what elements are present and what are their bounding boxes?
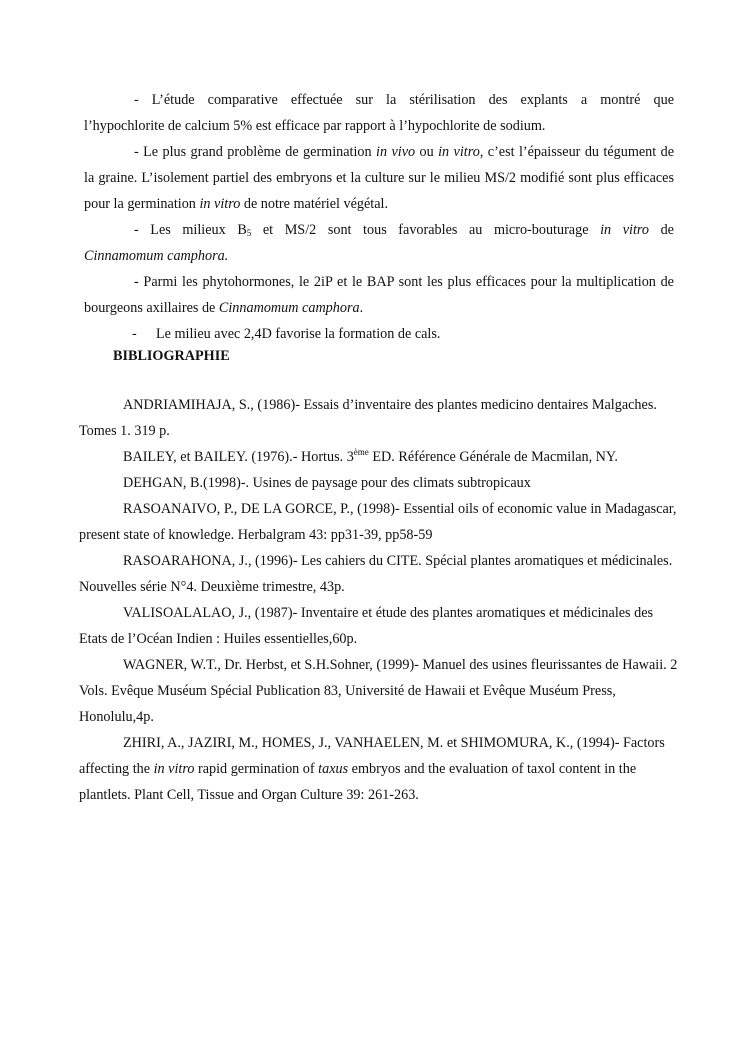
conclusion-text: de: [649, 222, 674, 238]
species-name: Cinnamomum camphora.: [84, 248, 229, 264]
reference-text: rapid germination of: [194, 761, 319, 777]
subscript: 5: [246, 228, 252, 238]
italic-term: in vitro: [153, 761, 195, 777]
italic-term: in vitro: [438, 144, 480, 160]
reference-entry: VALISOALALAO, J., (1987)- Inventaire et étude des plantes aromatiques et médicinales des Etats de l’Océan Indien : Huiles essentielles,60p.: [79, 605, 654, 647]
conclusion-text: , c’est l’épaisseur du tégument de la graine. L’isolement partiel des embryons et la culture sur le milieu MS/2 modifié sont plus efficaces pour la germination: [84, 144, 674, 212]
conclusion-sterilisation-line2: [84, 113, 674, 139]
conclusion-media-line2: [84, 243, 674, 269]
italic-term: taxus: [318, 761, 349, 777]
reference-entry: [79, 444, 679, 470]
bibliography-list: [79, 392, 679, 808]
conclusion-text: de notre matériel végétal.: [240, 196, 389, 212]
reference-text: ZHIRI, A., JAZIRI, M., HOMES, J., VANHAELEN, M. et SHIMOMURA, K., (1994)- Factors affecting the: [79, 735, 665, 777]
conclusion-text: - L’étude comparative effectuée sur la stérilisation des explants a montré que: [134, 92, 674, 108]
conclusion-text: - Parmi les phytohormones, le 2iP et le BAP sont les plus efficaces pour la multiplication de bourgeons axillaires de: [84, 274, 674, 316]
reference-text: embryos and the evaluation of taxol content in the plantlets. Plant Cell, Tissue and Organ Culture 39: 261-263.: [79, 761, 637, 803]
superscript: ème: [353, 447, 369, 457]
conclusion-text: et MS/2 sont tous favorables au micro-bouturage: [251, 222, 601, 238]
conclusion-phytohormones: [84, 269, 674, 321]
reference-entry: RASOARAHONA, J., (1996)- Les cahiers du CITE. Spécial plantes aromatiques et médicinales. Nouvelles série N°4. Deuxième trimestre, 43p.: [79, 553, 673, 595]
italic-term: in vivo: [376, 144, 416, 160]
reference-entry: ANDRIAMIHAJA, S., (1986)- Essais d’inventaire des plantes medicino dentaires Malgaches. Tomes 1. 319 p.: [79, 397, 657, 439]
conclusion-media-line1: [84, 217, 674, 243]
conclusion-text: - Les milieux B: [134, 222, 247, 238]
conclusion-text: Le milieu avec 2,4D favorise la formation de cals.: [156, 326, 441, 342]
bibliography-heading: BIBLIOGRAPHIE: [113, 348, 230, 364]
conclusion-germination: [84, 139, 674, 217]
conclusions-section: [84, 87, 674, 347]
italic-term: in vitro: [600, 222, 649, 238]
conclusion-sterilisation-line1: [84, 87, 674, 113]
bullet-dash: -: [132, 326, 137, 342]
reference-entry: WAGNER, W.T., Dr. Herbst, et S.H.Sohner, (1999)- Manuel des usines fleurissantes de Hawaii. 2 Vols. Evêque Muséum Spécial Publication 83, Université de Hawaii et Evêque Muséum Press, Honolulu,4p.: [79, 657, 678, 725]
conclusion-text: l’hypochlorite de calcium 5% est efficace par rapport à l’hypochlorite de sodium.: [84, 118, 546, 134]
conclusion-text: ou: [415, 144, 439, 160]
species-name: Cinnamomum camphora: [218, 300, 360, 316]
reference-entry: RASOANAIVO, P., DE LA GORCE, P., (1998)- Essential oils of economic value in Madagascar, present state of knowledge. Herbalgram 43: pp31-39, pp58-59: [79, 501, 677, 543]
conclusion-text: - Le plus grand problème de germination: [134, 144, 377, 160]
reference-entry: DEHGAN, B.(1998)-. Usines de paysage pour des climats subtropicaux: [123, 475, 531, 491]
reference-text: ED. Référence Générale de Macmilan, NY.: [368, 449, 618, 465]
reference-entry: [79, 730, 679, 808]
reference-text: BAILEY, et BAILEY. (1976).- Hortus. 3: [123, 449, 354, 465]
conclusion-text: .: [359, 300, 364, 316]
italic-term: in vitro: [199, 196, 241, 212]
